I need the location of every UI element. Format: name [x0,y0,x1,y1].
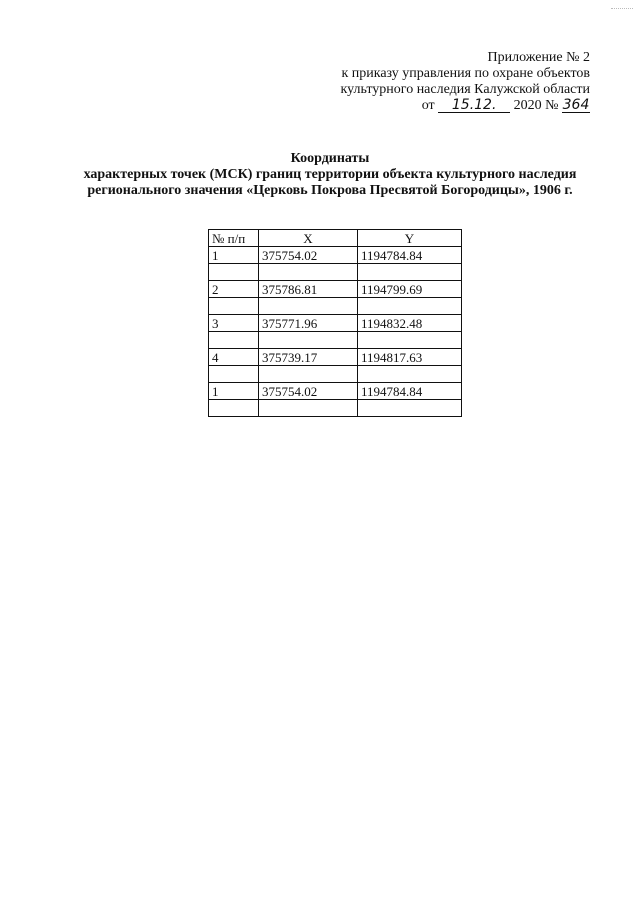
table-row [209,366,462,383]
handwritten-date: 15.12. [438,98,510,113]
date-prefix: от [421,98,435,113]
cell-number: 3 [209,315,259,332]
cell-number: 4 [209,349,259,366]
appendix-order-ref: к приказу управления по охране объектов [341,66,590,81]
appendix-block [341,50,590,114]
appendix-authority: культурного наследия Калужской области [340,82,590,97]
cell-x [259,400,358,417]
cell-x: 375754.02 [259,247,358,264]
cell-y: 1194784.84 [358,247,462,264]
heading-subtitle-1: характерных точек (МСК) границ территории объекта культурного наследия [83,167,577,182]
header-number: № п/п [209,230,259,247]
table-row [209,332,462,349]
cell-number: 2 [209,281,259,298]
header-x: X [259,230,358,247]
cell-y: 1194832.48 [358,315,462,332]
cell-y [358,264,462,281]
cell-x [259,366,358,383]
cell-y: 1194817.63 [358,349,462,366]
cell-number: 1 [209,247,259,264]
cell-x: 375771.96 [259,315,358,332]
cell-number [209,298,259,315]
cell-y [358,400,462,417]
document-heading [60,151,600,199]
heading-title: Координаты [290,151,370,166]
cell-x: 375754.02 [259,383,358,400]
cell-y [358,298,462,315]
table-row [209,298,462,315]
cell-number [209,332,259,349]
cell-x [259,298,358,315]
cell-y: 1194799.69 [358,281,462,298]
table-row [209,349,462,366]
table-row [209,247,462,264]
cell-y [358,366,462,383]
table-row [209,315,462,332]
cell-number: 1 [209,383,259,400]
cell-number [209,366,259,383]
table-row [209,383,462,400]
table-body [209,247,462,417]
year-text: 2020 № [513,98,559,113]
cell-x: 375786.81 [259,281,358,298]
handwritten-order-number: 364 [562,97,590,113]
cell-x: 375739.17 [259,349,358,366]
appendix-date-line [341,98,590,114]
table-row [209,264,462,281]
cell-y: 1194784.84 [358,383,462,400]
scan-mark [611,8,633,11]
heading-subtitle-2: регионального значения «Церковь Покрова Пресвятой Богородицы», 1906 г. [87,183,573,198]
appendix-title: Приложение № 2 [487,50,590,65]
table-header-row [209,230,462,247]
coordinates-table [208,229,462,417]
table-row [209,281,462,298]
cell-number [209,264,259,281]
cell-x [259,264,358,281]
table-row [209,400,462,417]
cell-y [358,332,462,349]
cell-x [259,332,358,349]
cell-number [209,400,259,417]
header-y: Y [358,230,462,247]
